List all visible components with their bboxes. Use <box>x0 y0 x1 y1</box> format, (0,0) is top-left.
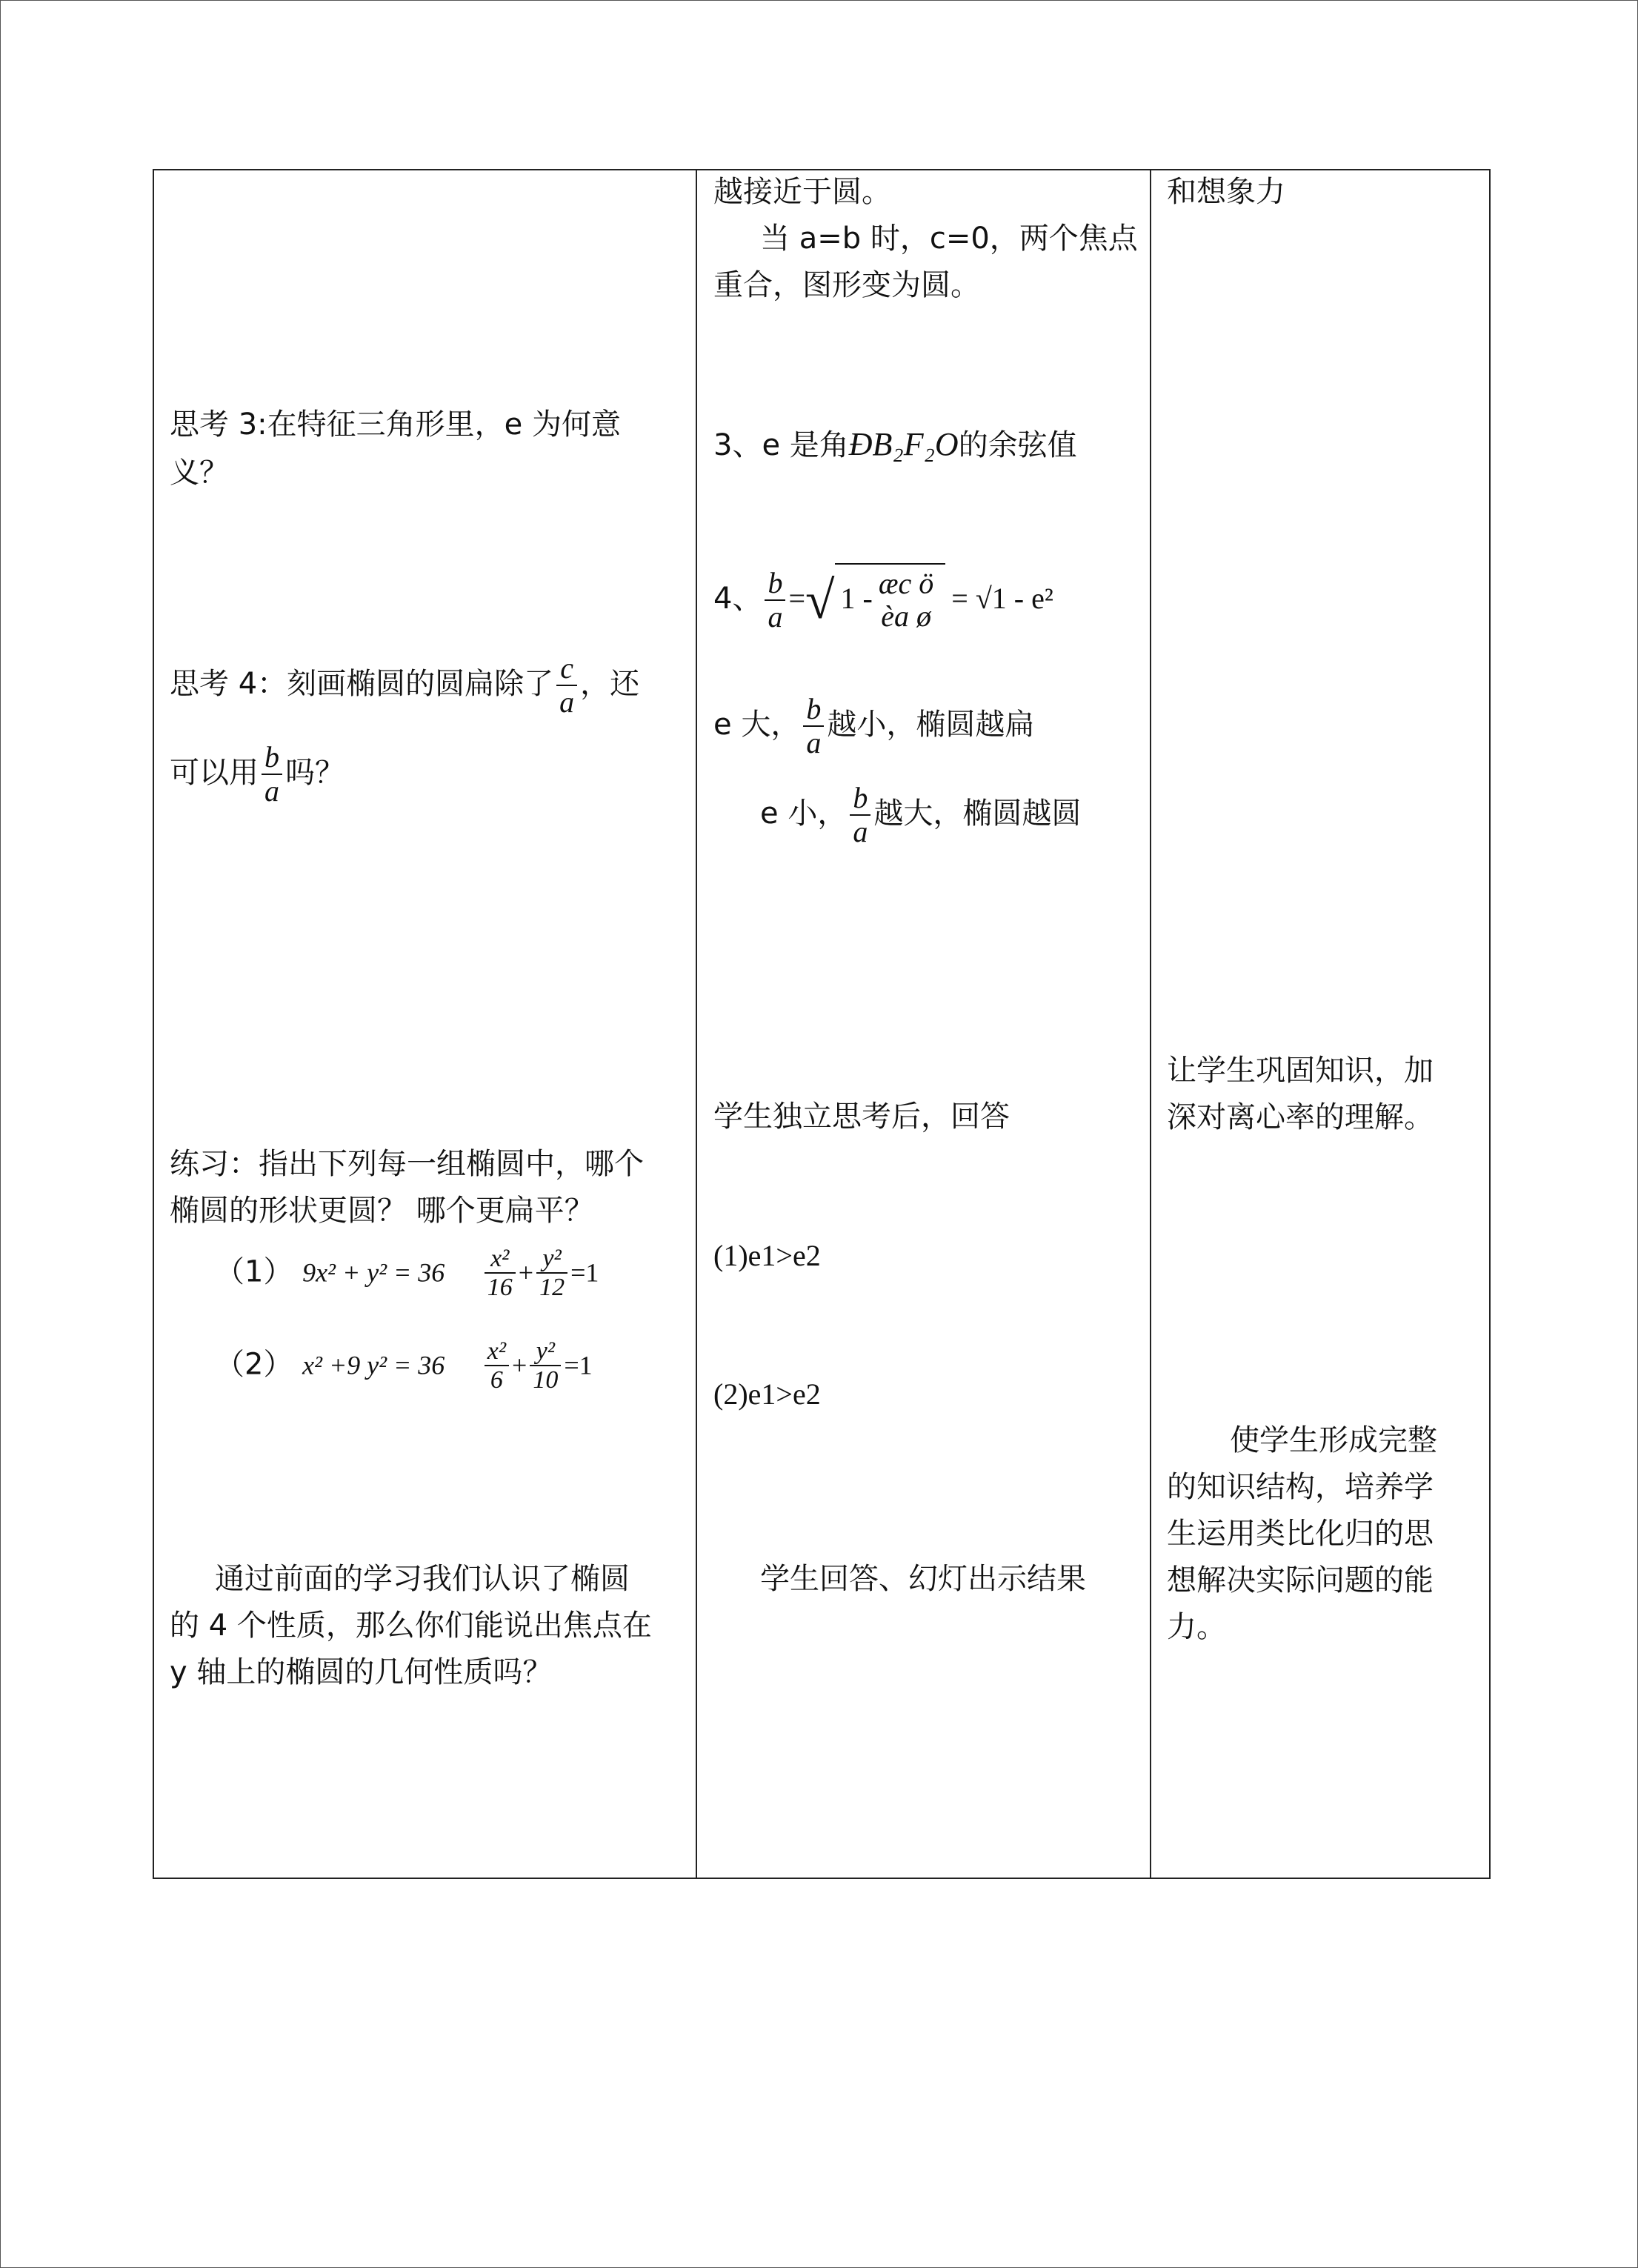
e-small-prefix: e 小， <box>760 797 848 831</box>
frac-numerator: y² <box>542 1245 562 1272</box>
frac-numerator: x² <box>490 1245 510 1272</box>
column-divider-1 <box>696 169 697 1879</box>
exercise-line1: 练习：指出下列每一组椭圆中，哪个 <box>170 1147 644 1181</box>
think4-line1 <box>170 652 639 719</box>
think3-line1: 思考 3:在特征三角形里，e 为何意 <box>170 408 621 442</box>
item4-prefix: 4、 <box>713 582 762 616</box>
think4-line2-text-a: 可以用 <box>170 756 259 790</box>
frac-denominator: a <box>262 774 282 808</box>
frac-numerator: x² <box>487 1337 507 1365</box>
frac-denominator: 16 <box>485 1272 516 1301</box>
ex1-fraction-x <box>485 1245 516 1302</box>
ex1-fraction-y <box>536 1245 567 1302</box>
ex1-rhs: =1 <box>570 1257 599 1288</box>
purpose2-line1: 使学生形成完整 <box>1230 1423 1437 1457</box>
think4-line2 <box>170 741 344 808</box>
frac-denominator: 12 <box>536 1272 567 1301</box>
summary-line1: 通过前面的学习我们认识了椭圆 <box>215 1562 630 1596</box>
e-small-suffix: 越大，椭圆越圆 <box>873 797 1082 831</box>
item3-prefix: 3、e 是角 <box>713 428 849 462</box>
ex1-label: （1） <box>215 1254 293 1289</box>
exercise-item-2: （2） x² +9 y² = 36 $\frac{\text{x²}}{6}$ + $\frac{\text{y²}}{10}$ =1 <box>215 1337 593 1394</box>
b-over-a-fraction <box>765 567 785 633</box>
exercise-line2: 椭圆的形状更圆？ 哪个更扁平？ <box>170 1194 594 1228</box>
ex2-rhs: =1 <box>564 1350 593 1380</box>
frac-denominator: 6 <box>485 1365 509 1394</box>
summary-line2: 的 4 个性质，那么你们能说出焦点在 <box>170 1609 652 1643</box>
summary-line3: y 轴上的椭圆的几何性质吗？ <box>170 1655 553 1689</box>
think3-line2: 义？ <box>170 456 229 490</box>
think4-text-b: ，还 <box>580 667 640 701</box>
think4-text-a: 思考 4：刻画椭圆的圆扁除了 <box>170 667 554 701</box>
c-over-a-fraction <box>556 652 577 719</box>
answer-2: (2)e1>e2 <box>713 1377 821 1411</box>
garbled-bottom: èa ø <box>881 599 931 633</box>
ex2-fraction-x <box>485 1337 509 1394</box>
col2-line3: 重合，图形变为圆。 <box>713 268 980 302</box>
item3-suffix: 的余弦值 <box>958 428 1077 462</box>
answer-think: 学生独立思考后，回答 <box>713 1100 1010 1134</box>
exercise-item-1: （1） 9x² + y² = 36 $\frac{\text{x²}}{16}$ + $\frac{\text{y²}}{12}$ =1 <box>215 1245 599 1302</box>
angle-b2f2o: ÐB₂F₂O <box>848 426 959 462</box>
frac-denominator: a <box>850 814 870 848</box>
purpose2-line3: 生运用类比化归的思 <box>1167 1517 1434 1551</box>
col2-line2: 当 a=b 时，c=0，两个焦点 <box>760 222 1138 256</box>
e-big-prefix: e 大， <box>713 708 801 742</box>
ex2-label: （2） <box>215 1347 293 1382</box>
frac-denominator: a <box>803 725 824 759</box>
frac-numerator: b <box>264 740 279 774</box>
frac-numerator: y² <box>536 1337 555 1365</box>
item4-mid: 1 - <box>840 582 873 615</box>
sqrt-content <box>835 563 946 633</box>
e-big-suffix: 越小，椭圆越扁 <box>827 708 1035 742</box>
item4-rhs: = √1 - e² <box>951 582 1053 615</box>
col3-line1: 和想象力 <box>1167 175 1285 209</box>
col2-line1: 越接近于圆。 <box>713 175 891 209</box>
column-divider-2 <box>1150 169 1151 1879</box>
b-over-a-fraction <box>850 782 870 848</box>
e-big-line <box>713 693 1034 759</box>
item4-formula: 4、 $\frac{b}{a}$ =√ 1 - æc ö èa ø = √1 - e² <box>713 563 1053 633</box>
ex2-fraction-y <box>530 1337 561 1394</box>
e-small-line <box>760 782 1081 848</box>
sqrt-icon: √ <box>805 571 835 630</box>
frac-numerator: b <box>768 566 783 599</box>
think4-line2-text-b: 吗？ <box>285 756 344 790</box>
purpose2-line4: 想解决实际问题的能 <box>1167 1563 1434 1597</box>
ex1-equation-a: 9x² + y² = 36 <box>302 1257 445 1288</box>
purpose2-line5: 力。 <box>1167 1610 1226 1644</box>
frac-denominator: a <box>765 599 785 633</box>
frac-numerator: c <box>560 651 574 685</box>
ex2-equation-a: x² +9 y² = 36 <box>302 1350 445 1380</box>
item3 <box>713 422 1077 468</box>
frac-numerator: b <box>853 781 868 814</box>
frac-denominator: 10 <box>530 1365 561 1394</box>
answer-summary: 学生回答、幻灯出示结果 <box>760 1562 1086 1596</box>
b-over-a-fraction <box>262 741 282 808</box>
answer-1: (1)e1>e2 <box>713 1239 821 1272</box>
b-over-a-fraction <box>803 693 824 759</box>
purpose1-line1: 让学生巩固知识，加 <box>1167 1054 1434 1088</box>
purpose2-line2: 的知识结构，培养学 <box>1167 1470 1434 1504</box>
frac-numerator: b <box>806 692 822 725</box>
frac-denominator: a <box>556 685 577 719</box>
garbled-top: æc ö <box>878 567 934 600</box>
purpose1-line2: 深对离心率的理解。 <box>1167 1100 1434 1134</box>
garbled-paren-fraction <box>876 568 936 633</box>
